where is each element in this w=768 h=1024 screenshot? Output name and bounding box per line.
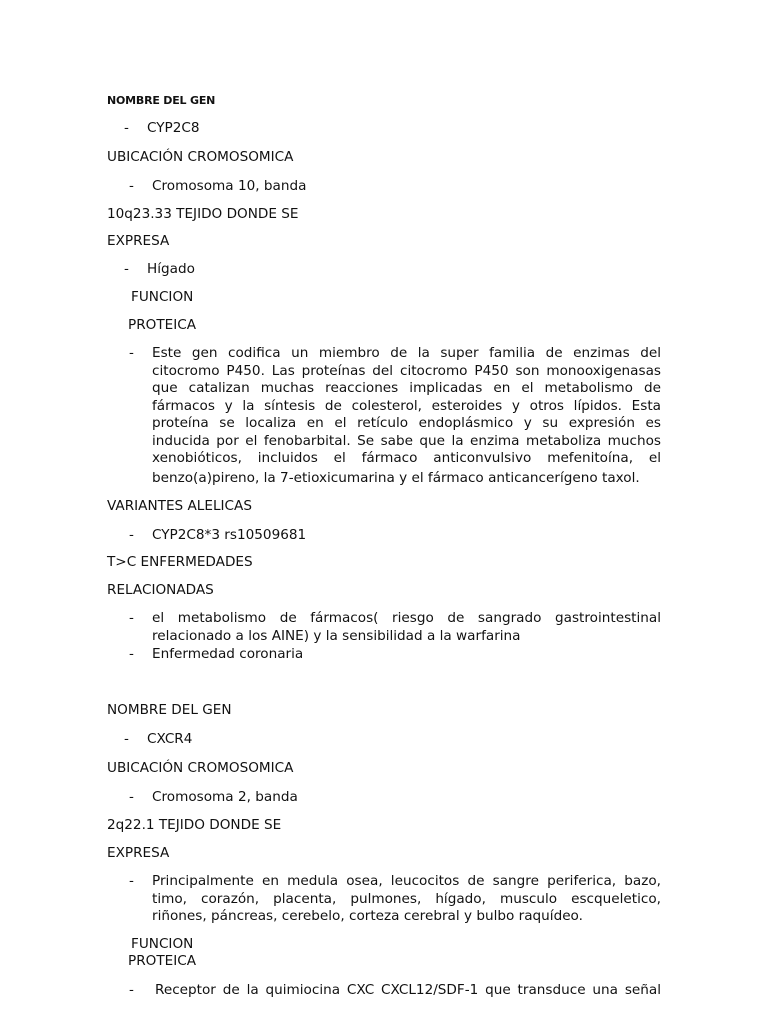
gene1-location-value: Cromosoma 10, banda <box>152 178 307 194</box>
gene2-location-line2: 2q22.1 TEJIDO DONDE SE <box>107 817 282 833</box>
gene1-function-line: inducida por el fenobarbital. Se sabe que la enzima metaboliza muchos <box>152 432 661 449</box>
gene2-function-heading-2: PROTEICA <box>128 953 197 969</box>
gene2-name: CXCR4 <box>147 731 193 747</box>
gene1-function-line: xenobióticos, incluidos el fármaco anticonvulsivo mefenitoína, el <box>152 450 661 466</box>
gene1-function-line: que catalizan muchas reacciones implicadas en el metabolismo de <box>152 380 661 396</box>
bullet-dash: - <box>124 261 129 277</box>
gene1-function-heading-1: FUNCION <box>131 289 194 305</box>
gene2-tissue-heading: EXPRESA <box>107 845 170 861</box>
gene1-tissue-value: Hígado <box>147 261 195 277</box>
gene1-variants-heading: VARIANTES ALELICAS <box>107 498 252 514</box>
gene1-function-line: fármacos y la síntesis de colesterol, esteroides y otros lípidos. Esta <box>152 397 661 414</box>
bullet-dash: - <box>129 178 134 194</box>
gene1-function-line: benzo(a)pireno, la 7-etioxicumarina y el fármaco anticancerígeno taxol. <box>152 469 640 486</box>
gene1-function-line: Este gen codifica un miembro de la super familia de enzimas del <box>152 345 661 361</box>
gene1-variant-line2: T>C ENFERMEDADES <box>107 554 253 570</box>
gene2-tissue-line: riñones, páncreas, cerebelo, corteza cerebral y bulbo raquídeo. <box>152 908 583 924</box>
gene1-function-line: citocromo P450. Las proteínas del citocromo P450 son monooxigenasas <box>152 362 661 379</box>
gene2-tissue-line: Principalmente en medula osea, leucocitos de sangre periferica, bazo, <box>152 873 661 889</box>
bullet-dash: - <box>129 789 134 805</box>
gene2-function-line: Receptor de la quimiocina CXC CXCL12/SDF-1 que transduce una señal <box>155 982 661 998</box>
gene2-function-heading-1: FUNCION <box>131 936 194 952</box>
bullet-dash: - <box>124 731 129 747</box>
gene1-function-heading-2: PROTEICA <box>128 317 197 333</box>
gene2-location-heading: UBICACIÓN CROMOSOMICA <box>107 760 294 776</box>
gene1-variant-value: CYP2C8*3 rs10509681 <box>152 527 307 543</box>
bullet-dash: - <box>129 646 134 662</box>
bullet-dash: - <box>129 610 134 626</box>
gene1-tissue-heading: EXPRESA <box>107 233 170 249</box>
gene1-disease-line: el metabolismo de fármacos( riesgo de sangrado gastrointestinal <box>152 610 661 626</box>
gene1-disease-line: relacionado a los AINE) y la sensibilidad a la warfarina <box>152 628 521 644</box>
gene2-location-value: Cromosoma 2, banda <box>152 789 298 805</box>
gene1-location-line2: 10q23.33 TEJIDO DONDE SE <box>107 206 299 222</box>
gene1-name: CYP2C8 <box>147 120 200 136</box>
gene1-disease-2: Enfermedad coronaria <box>152 646 304 662</box>
gene2-tissue-line: timo, corazón, placenta, pulmones, hígado, musculo escqueletico, <box>152 890 661 907</box>
gene1-heading: NOMBRE DEL GEN <box>107 94 216 107</box>
bullet-dash: - <box>124 120 129 136</box>
bullet-dash: - <box>129 982 134 998</box>
bullet-dash: - <box>129 527 134 543</box>
gene1-diseases-heading: RELACIONADAS <box>107 582 214 598</box>
bullet-dash: - <box>129 345 134 361</box>
gene2-heading: NOMBRE DEL GEN <box>107 702 232 718</box>
bullet-dash: - <box>129 873 134 889</box>
gene1-location-heading: UBICACIÓN CROMOSOMICA <box>107 149 294 165</box>
gene1-function-line: proteína se localiza en el retículo endoplásmico y su expresión es <box>152 415 661 431</box>
